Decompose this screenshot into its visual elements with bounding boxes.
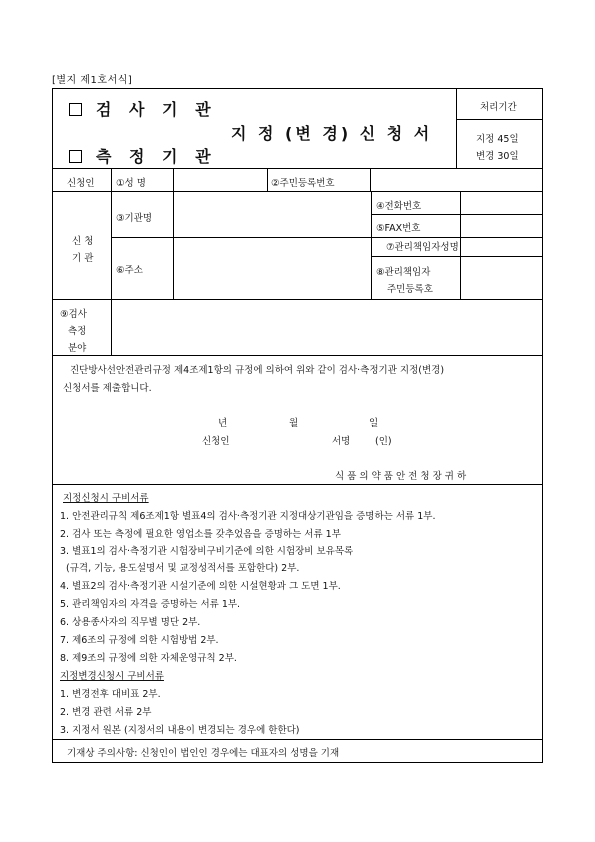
page-title: 지 정 (변 경) 신 청 서	[231, 124, 433, 143]
phone-label: ④전화번호	[376, 201, 422, 212]
name-label: ①성 명	[116, 178, 146, 189]
fax-label: ⑤FAX번호	[376, 223, 421, 234]
option-inspection-label: 검 사 기 관	[96, 100, 217, 119]
divider	[52, 484, 543, 485]
divider	[371, 191, 372, 299]
form-label: [별지 제1호서식]	[52, 75, 133, 86]
applicant-sign-label: 신청인	[202, 436, 230, 447]
designate-docs-heading: 지정신청시 구비서류	[63, 493, 149, 504]
doc-item: (규격, 기능, 용도설명서 및 교정성적서를 포함한다) 2부.	[60, 563, 300, 574]
doc-item: 7. 제6조의 규정에 의한 시험방법 2부.	[60, 635, 219, 646]
manager-rrn-field[interactable]	[461, 257, 542, 298]
name-field[interactable]	[174, 169, 266, 190]
field-label: 측정	[68, 326, 87, 337]
field-label: ⑨검사	[60, 309, 87, 320]
divider	[456, 119, 543, 120]
field-input[interactable]	[112, 300, 542, 354]
institution-section-label: 신 청	[72, 236, 94, 247]
manager-rrn-label: ⑧관리책임자	[376, 267, 431, 278]
doc-item: 5. 관리책임자의 자격을 증명하는 서류 1부.	[60, 599, 241, 610]
divider	[52, 355, 543, 356]
rrn-field[interactable]	[371, 169, 542, 190]
doc-item: 3. 별표1의 검사·측정기관 시험장비구비기준에 의한 시험장비 보유목록	[60, 546, 354, 557]
divider	[267, 168, 268, 191]
doc-item: 2. 변경 관련 서류 2부	[60, 707, 152, 718]
applicant-section-label: 신청인	[67, 178, 95, 189]
change-docs-heading: 지정변경신청시 구비서류	[60, 671, 164, 682]
recipient-line: 식 품 의 약 품 안 전 청 장 귀 하	[335, 471, 467, 482]
checkbox-inspection[interactable]	[69, 103, 82, 116]
fax-field[interactable]	[461, 215, 542, 236]
address-field[interactable]	[174, 238, 370, 298]
checkbox-measurement[interactable]	[69, 150, 82, 163]
doc-item: 1. 안전관리규칙 제6조제1항 별표4의 검사·측정기관 지정대상기관임을 증명하는 서류 1부.	[60, 511, 436, 522]
manager-name-field[interactable]	[461, 238, 542, 255]
org-name-label: ③기관명	[116, 213, 153, 224]
statement-text: 신청서를 제출합니다.	[63, 383, 152, 394]
manager-rrn-label: 주민등록호	[387, 284, 433, 295]
signature-label: 서명	[332, 436, 351, 447]
field-label: 분야	[68, 343, 87, 354]
footer-note: 기재상 주의사항: 신청인이 법인인 경우에는 대표자의 성명을 기재	[67, 748, 340, 759]
processing-designate: 지정 45일	[476, 134, 519, 145]
processing-change: 변경 30일	[476, 151, 519, 162]
statement-text: 진단방사선안전관리규정 제4조제1항의 규정에 의하여 위와 같이 검사·측정기관 지정(변경)	[70, 365, 445, 376]
doc-item: 4. 별표2의 검사·측정기관 시설기준에 의한 시설현황과 그 도면 1부.	[60, 581, 341, 592]
option-measurement-label: 측 정 기 관	[96, 147, 217, 166]
doc-item: 2. 검사 또는 측정에 필요한 영업소를 갖추었음을 증명하는 서류 1부	[60, 529, 341, 540]
doc-item: 3. 지정서 원본 (지정서의 내용이 변경되는 경우에 한한다)	[60, 725, 300, 736]
doc-item: 6. 상용종사자의 직무별 명단 2부.	[60, 617, 201, 628]
processing-period-label: 처리기간	[480, 102, 517, 113]
manager-name-label: ⑦관리책임자성명	[386, 242, 459, 253]
institution-section-label: 기 관	[72, 253, 94, 264]
divider	[456, 88, 457, 168]
org-name-field[interactable]	[174, 192, 370, 236]
option-inspection[interactable]	[69, 97, 217, 120]
phone-field[interactable]	[461, 192, 542, 213]
seal-label: (인)	[375, 436, 392, 447]
doc-item: 8. 제9조의 규정에 의한 자체운영규칙 2부.	[60, 653, 237, 664]
address-label: ⑥주소	[116, 265, 143, 276]
date-month-label: 월	[289, 418, 299, 429]
doc-item: 1. 변경전후 대비표 2부.	[60, 689, 161, 700]
rrn-label: ②주민등록번호	[271, 178, 335, 189]
date-day-label: 일	[369, 418, 379, 429]
date-year-label: 년	[218, 418, 228, 429]
divider	[52, 739, 543, 740]
option-measurement[interactable]	[69, 144, 217, 167]
